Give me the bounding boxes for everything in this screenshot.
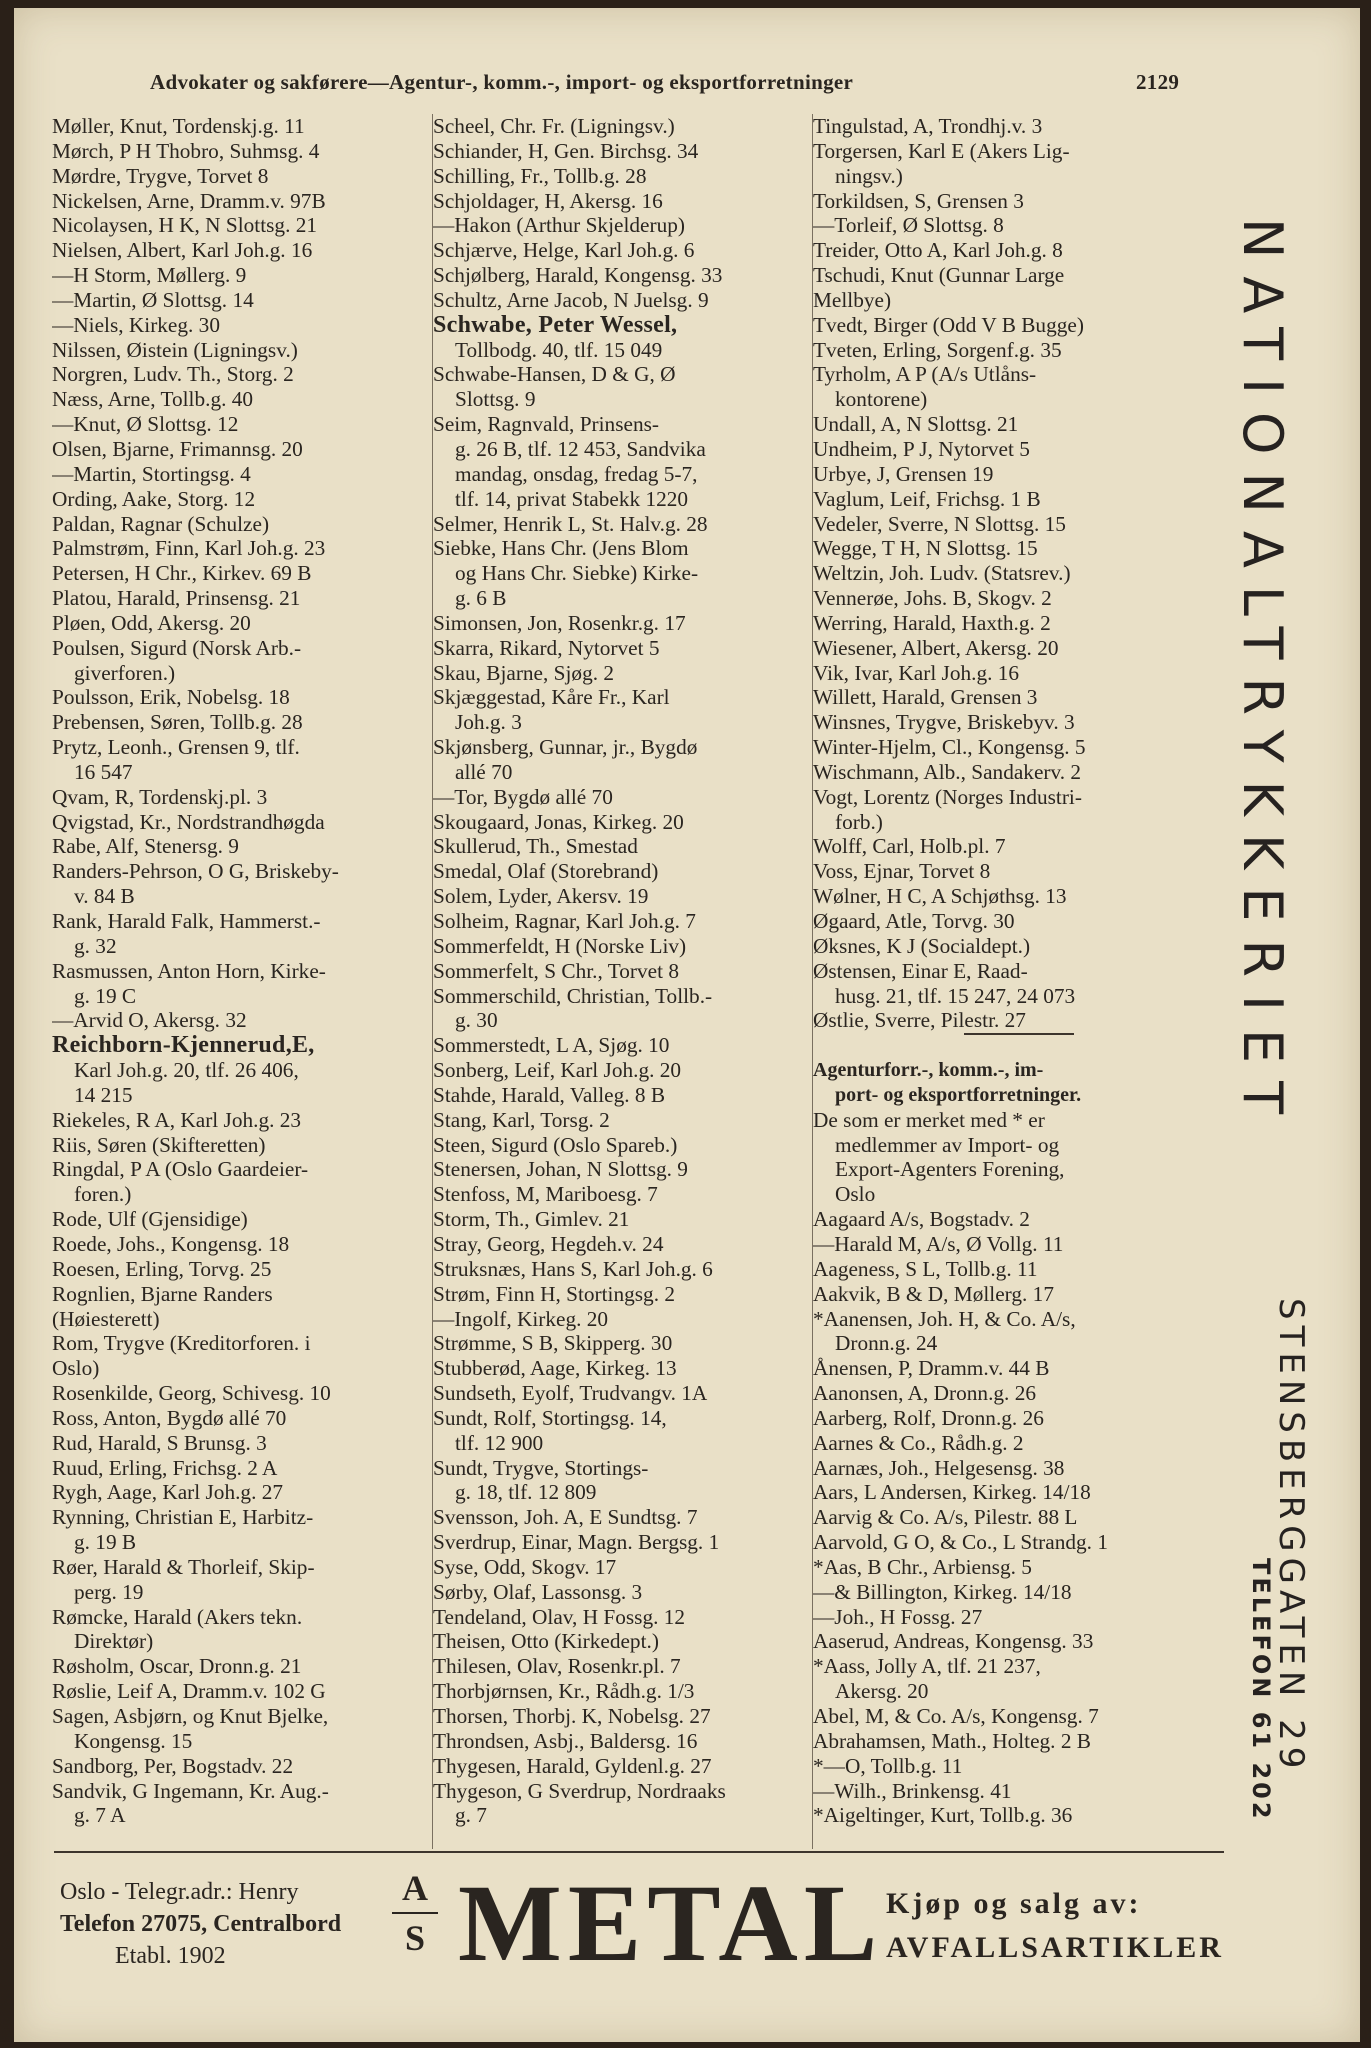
directory-entry: Tingulstad, A, Trondhj.v. 3 — [813, 114, 1043, 138]
directory-entry: kontorene) — [835, 387, 928, 412]
directory-entry: Stubberød, Aage, Kirkeg. 13 — [433, 1356, 677, 1381]
directory-entry: Poulsson, Erik, Nobelsg. 18 — [52, 685, 290, 710]
directory-entry: Norgren, Ludv. Th., Storg. 2 — [52, 362, 294, 387]
directory-entry: Schjoldager, H, Akersg. 16 — [433, 188, 663, 213]
directory-entry: Thilesen, Olav, Rosenkr.pl. 7 — [433, 1654, 681, 1679]
directory-entry: g. 7 A — [74, 1803, 126, 1828]
directory-column-3 — [813, 114, 1209, 1828]
advert-metal: METAL — [458, 1862, 884, 1984]
directory-entry: —H Storm, Møllerg. 9 — [52, 263, 247, 288]
directory-entry: Stray, Georg, Hegdeh.v. 24 — [433, 1231, 664, 1256]
directory-entry: Treider, Otto A, Karl Joh.g. 8 — [813, 238, 1063, 263]
directory-entry: Torkildsen, S, Grensen 3 — [813, 188, 1024, 213]
directory-entry: Prebensen, Søren, Tollb.g. 28 — [52, 710, 303, 735]
directory-entry: —Tor, Bygdø allé 70 — [433, 784, 613, 809]
directory-entry: Akersg. 20 — [835, 1679, 929, 1704]
directory-entry — [813, 1033, 1209, 1058]
directory-entry: Storm, Th., Gimlev. 21 — [433, 1207, 630, 1232]
directory-entry: Paldan, Ragnar (Schulze) — [52, 511, 270, 536]
directory-entry: Slottsg. 9 — [455, 387, 536, 412]
directory-entry: Aaserud, Andreas, Kongensg. 33 — [813, 1629, 1094, 1654]
advert-buy — [886, 1882, 1224, 1970]
directory-entry: Mørdre, Trygve, Torvet 8 — [52, 163, 269, 188]
directory-entry: Skougaard, Jonas, Kirkeg. 20 — [433, 809, 684, 834]
directory-entry: Aarnæs, Joh., Helgesensg. 38 — [813, 1455, 1065, 1480]
directory-entry: g. 26 B, tlf. 12 453, Sandvika — [455, 436, 706, 461]
directory-entry: Willett, Harald, Grensen 3 — [813, 685, 1038, 710]
directory-entry: Schwabe, Peter Wessel, — [433, 312, 678, 338]
directory-entry: medlemmer av Import- og — [835, 1132, 1060, 1157]
directory-entry: Wolff, Carl, Holb.pl. 7 — [813, 834, 1006, 859]
directory-entry: Skjønsberg, Gunnar, jr., Bygdø — [433, 735, 698, 760]
directory-entry: Stenersen, Johan, N Slottsg. 9 — [433, 1157, 688, 1182]
directory-entry: Schiander, H, Gen. Birchsg. 34 — [433, 138, 699, 163]
directory-entry: husg. 21, tlf. 15 247, 24 073 — [835, 983, 1076, 1008]
page-number: 2129 — [1136, 70, 1180, 94]
directory-entry: Nicolaysen, H K, N Slottsg. 21 — [52, 213, 318, 238]
directory-entry: Rømcke, Harald (Akers tekn. — [52, 1604, 303, 1629]
directory-entry: Aarvig & Co. A/s, Pilestr. 88 L — [813, 1505, 1078, 1530]
directory-entry: Weltzin, Joh. Ludv. (Statsrev.) — [813, 561, 1071, 586]
directory-entry: (Høiesterett) — [52, 1306, 160, 1331]
directory-entry: Roesen, Erling, Torvg. 25 — [52, 1256, 272, 1281]
directory-entry: Seim, Ragnvald, Prinsens- — [433, 412, 659, 437]
advert-contact — [60, 1876, 341, 1972]
directory-entry: Thorsen, Thorbj. K, Nobelsg. 27 — [433, 1704, 711, 1728]
directory-entry: *Aass, Jolly A, tlf. 21 237, — [813, 1654, 1041, 1679]
directory-entry: Tollbodg. 40, tlf. 15 049 — [455, 337, 663, 362]
directory-entry: Syse, Odd, Skogv. 17 — [433, 1554, 617, 1579]
directory-entry: Aageness, S L, Tollb.g. 11 — [813, 1256, 1038, 1281]
directory-entry: ningsv.) — [835, 163, 903, 188]
directory-entry: Skarra, Rikard, Nytorvet 5 — [433, 635, 660, 660]
directory-entry: tlf. 14, privat Stabekk 1220 — [455, 486, 689, 511]
directory-entry: Ording, Aake, Storg. 12 — [52, 486, 256, 511]
directory-entry: Undheim, P J, Nytorvet 5 — [813, 436, 1030, 461]
directory-entry: *Aanensen, Joh. H, & Co. A/s, — [813, 1306, 1076, 1331]
directory-entry: Rasmussen, Anton Horn, Kirke- — [52, 958, 326, 983]
directory-entry: Aarberg, Rolf, Dronn.g. 26 — [813, 1405, 1044, 1430]
directory-entry: Undall, A, N Slottsg. 21 — [813, 412, 1019, 437]
directory-entry: Wiesener, Albert, Akersg. 20 — [813, 635, 1059, 660]
directory-entry: Oslo) — [52, 1356, 100, 1381]
directory-entry: Urbye, J, Grensen 19 — [813, 461, 994, 486]
directory-entry: Aakvik, B & D, Møllerg. 17 — [813, 1281, 1054, 1306]
directory-entry: Sagen, Asbjørn, og Knut Bjelke, — [52, 1704, 329, 1728]
as-logo-rule — [392, 1912, 438, 1914]
directory-entry: Schjølberg, Harald, Kongensg. 33 — [433, 263, 723, 288]
directory-entry: Sørby, Olaf, Lassonsg. 3 — [433, 1579, 643, 1604]
directory-entry: Pløen, Odd, Akersg. 20 — [52, 610, 251, 635]
directory-entry: —Arvid O, Akersg. 32 — [52, 1008, 247, 1033]
directory-entry: 16 547 — [74, 759, 133, 784]
directory-entry: giverforen.) — [74, 660, 176, 685]
directory-column-2 — [433, 114, 823, 1828]
directory-entry: Rode, Ulf (Gjensidige) — [52, 1207, 248, 1232]
directory-entry: Selmer, Henrik L, St. Halv.g. 28 — [433, 511, 708, 536]
directory-entry: Vaglum, Leif, Frichsg. 1 B — [813, 486, 1041, 511]
printer-phone: TELEFON 61 202 — [1247, 1558, 1275, 1822]
directory-entry: perg. 19 — [74, 1579, 144, 1604]
as-logo-bottom: S — [404, 1918, 426, 1958]
directory-entry: Aanonsen, A, Dronn.g. 26 — [813, 1381, 1037, 1406]
directory-entry: —Niels, Kirkeg. 30 — [52, 312, 220, 337]
directory-entry: Karl Joh.g. 20, tlf. 26 406, — [74, 1058, 299, 1083]
directory-entry: Rognlien, Bjarne Randers — [52, 1281, 273, 1306]
directory-entry: g. 32 — [74, 933, 117, 958]
directory-entry: —Harald M, A/s, Ø Vollg. 11 — [813, 1231, 1064, 1256]
directory-entry: 14 215 — [74, 1082, 133, 1107]
directory-entry: Rud, Harald, S Brunsg. 3 — [52, 1430, 267, 1455]
directory-entry: Abel, M, & Co. A/s, Kongensg. 7 — [813, 1704, 1099, 1728]
directory-entry: port- og eksportforretninger. — [835, 1083, 1082, 1106]
directory-entry: Schilling, Fr., Tollb.g. 28 — [433, 163, 647, 188]
directory-entry: Aarvold, G O, & Co., L Strandg. 1 — [813, 1530, 1108, 1555]
directory-entry: Theisen, Otto (Kirkedept.) — [433, 1629, 659, 1654]
directory-entry: Møller, Knut, Tordenskj.g. 11 — [52, 114, 305, 138]
directory-entry: Røer, Harald & Thorleif, Skip- — [52, 1554, 315, 1579]
directory-entry: Export-Agenters Forening, — [835, 1157, 1065, 1182]
directory-entry: Aars, L Andersen, Kirkeg. 14/18 — [813, 1480, 1091, 1505]
directory-entry: Qvigstad, Kr., Nordstrandhøgda — [52, 809, 325, 834]
directory-entry: Schwabe-Hansen, D & G, Ø — [433, 362, 676, 387]
directory-entry: —Torleif, Ø Slottsg. 8 — [813, 213, 1004, 238]
printer-sidebar — [1229, 218, 1309, 1838]
directory-entry: Sonberg, Leif, Karl Joh.g. 20 — [433, 1058, 682, 1083]
directory-entry: Østlie, Sverre, Pilestr. 27 — [813, 1008, 1026, 1033]
directory-entry: Stenfoss, M, Mariboesg. 7 — [433, 1182, 658, 1207]
directory-entry: g. 19 B — [74, 1530, 137, 1555]
directory-entry: Petersen, H Chr., Kirkev. 69 B — [52, 561, 312, 586]
directory-entry: Sandborg, Per, Bogstadv. 22 — [52, 1753, 294, 1778]
directory-entry: Ånensen, P, Dramm.v. 44 B — [813, 1356, 1050, 1381]
printer-street: STENSBERGGATEN 29 — [1271, 1298, 1311, 1775]
directory-entry: Werring, Harald, Haxth.g. 2 — [813, 610, 1051, 635]
footer-divider — [54, 1851, 1224, 1853]
directory-entry: Wischmann, Alb., Sandakerv. 2 — [813, 759, 1082, 784]
directory-entry: Rygh, Aage, Karl Joh.g. 27 — [52, 1480, 284, 1505]
directory-entry: Strømme, S B, Skipperg. 30 — [433, 1331, 673, 1356]
header-title: Advokater og sakførere—Agentur-, komm.-, import- og eksportforretninger — [150, 70, 854, 94]
directory-entry: Østensen, Einar E, Raad- — [813, 958, 1028, 983]
directory-entry: Abrahamsen, Math., Holteg. 2 B — [813, 1728, 1091, 1753]
directory-entry: De som er merket med * er — [813, 1107, 1045, 1132]
directory-column-1 — [52, 114, 438, 1828]
directory-entry: Wølner, H C, A Schjøthsg. 13 — [813, 884, 1067, 909]
directory-entry: Sundt, Trygve, Stortings- — [433, 1455, 649, 1480]
advert-buy-line-1: Kjøp og salg av: — [886, 1887, 1142, 1920]
directory-entry: —Knut, Ø Slottsg. 12 — [52, 412, 239, 437]
directory-entry: Ross, Anton, Bygdø allé 70 — [52, 1405, 287, 1430]
directory-entry: Tyrholm, A P (A/s Utlåns- — [813, 362, 1037, 387]
directory-entry: Kongensg. 15 — [74, 1728, 193, 1753]
directory-entry: Prytz, Leonh., Grensen 9, tlf. — [52, 735, 300, 760]
directory-entry: Reichborn-Kjennerud,E, — [52, 1033, 315, 1059]
advert-line-3: Etabl. 1902 — [115, 1943, 226, 1969]
directory-entry: *Aigeltinger, Kurt, Tollb.g. 36 — [813, 1803, 1073, 1828]
directory-entry: Thygesen, Harald, Gyldenl.g. 27 — [433, 1753, 712, 1778]
directory-entry: Sundt, Rolf, Stortingsg. 14, — [433, 1405, 667, 1430]
directory-entry: g. 6 B — [455, 586, 507, 611]
directory-entry: Sverdrup, Einar, Magn. Bergsg. 1 — [433, 1530, 720, 1555]
directory-entry: Nielsen, Albert, Karl Joh.g. 16 — [52, 238, 313, 263]
directory-entry: Rank, Harald Falk, Hammerst.- — [52, 909, 321, 933]
directory-entry: Riis, Søren (Skifteretten) — [52, 1132, 266, 1157]
printer-name: NATIONALTRYKKERIET — [1231, 218, 1294, 1133]
directory-entry: Tschudi, Knut (Gunnar Large — [813, 263, 1065, 288]
as-logo-top: A — [402, 1868, 428, 1908]
directory-entry: Sundseth, Eyolf, Trudvangv. 1A — [433, 1381, 708, 1406]
directory-entry: Nilssen, Øistein (Ligningsv.) — [52, 337, 298, 362]
directory-entry: *—O, Tollb.g. 11 — [813, 1753, 963, 1778]
directory-entry: Thorbjørnsen, Kr., Rådh.g. 1/3 — [433, 1679, 695, 1704]
directory-entry: —Martin, Stortingsg. 4 — [52, 461, 251, 486]
directory-entry: Vennerøe, Johs. B, Skogv. 2 — [813, 586, 1052, 611]
directory-entry: og Hans Chr. Siebke) Kirke- — [455, 561, 699, 586]
directory-entry: Rosenkilde, Georg, Schivesg. 10 — [52, 1381, 331, 1406]
directory-entry: Tendeland, Olav, H Fossg. 12 — [433, 1604, 686, 1629]
directory-entry: Randers-Pehrson, O G, Briskeby- — [52, 859, 339, 884]
directory-entry: g. 30 — [455, 1008, 498, 1033]
directory-entry: Mellbye) — [813, 287, 892, 312]
directory-entry: Vik, Ivar, Karl Joh.g. 16 — [813, 660, 1020, 685]
directory-page — [14, 8, 1360, 2042]
directory-entry: Aagaard A/s, Bogstadv. 2 — [813, 1207, 1030, 1232]
directory-entry: g. 18, tlf. 12 809 — [455, 1480, 597, 1505]
directory-entry: —& Billington, Kirkeg. 14/18 — [813, 1579, 1072, 1604]
directory-entry: Mørch, P H Thobro, Suhmsg. 4 — [52, 138, 320, 163]
as-logo — [392, 1868, 438, 1958]
directory-entry: Øksnes, K J (Socialdept.) — [813, 933, 1031, 958]
directory-entry: Thygeson, G Sverdrup, Nordraaks — [433, 1778, 726, 1803]
directory-entry: Schjærve, Helge, Karl Joh.g. 6 — [433, 238, 695, 263]
directory-entry: allé 70 — [455, 759, 513, 784]
directory-entry: Platou, Harald, Prinsensg. 21 — [52, 586, 301, 611]
directory-entry: Røsholm, Oscar, Dronn.g. 21 — [52, 1654, 302, 1679]
directory-entry: Riekeles, R A, Karl Joh.g. 23 — [52, 1107, 302, 1132]
directory-entry: —Joh., H Fossg. 27 — [813, 1604, 983, 1629]
directory-entry: Direktør) — [74, 1629, 154, 1654]
directory-entry: Skjæggestad, Kåre Fr., Karl — [433, 685, 670, 710]
directory-entry: —Hakon (Arthur Skjelderup) — [433, 213, 685, 238]
directory-entry: Olsen, Bjarne, Frimannsg. 20 — [52, 436, 303, 461]
directory-entry: Schultz, Arne Jacob, N Juelsg. 9 — [433, 287, 709, 312]
directory-entry: Vogt, Lorentz (Norges Industri- — [813, 784, 1082, 809]
directory-entry: Wegge, T H, N Slottsg. 15 — [813, 536, 1038, 561]
directory-entry: Rynning, Christian E, Harbitz- — [52, 1505, 314, 1530]
advert-line-2: Telefon 27075, Centralbord — [60, 1911, 342, 1937]
directory-entry: —Wilh., Brinkensg. 41 — [813, 1778, 1012, 1803]
directory-entry: Sandvik, G Ingemann, Kr. Aug.- — [52, 1778, 329, 1803]
directory-entry: g. 7 — [455, 1803, 487, 1828]
directory-entry: —Martin, Ø Slottsg. 14 — [52, 287, 254, 312]
directory-entry: Agenturforr.-, komm.-, im- — [813, 1059, 1044, 1082]
directory-entry: Sommerfeldt, H (Norske Liv) — [433, 933, 687, 958]
directory-entry: Siebke, Hans Chr. (Jens Blom — [433, 536, 689, 561]
directory-entry: Ruud, Erling, Frichsg. 2 A — [52, 1455, 278, 1480]
advert-line-1: Oslo - Telegr.adr.: Henry — [60, 1879, 299, 1905]
directory-entry: Rabe, Alf, Stenersg. 9 — [52, 834, 239, 859]
directory-entry: Steen, Sigurd (Oslo Spareb.) — [433, 1132, 678, 1157]
directory-entry: Svensson, Joh. A, E Sundtsg. 7 — [433, 1505, 698, 1530]
directory-entry: Roede, Johs., Kongensg. 18 — [52, 1231, 290, 1256]
directory-entry: Røslie, Leif A, Dramm.v. 102 G — [52, 1679, 326, 1704]
directory-entry: v. 84 B — [74, 884, 135, 909]
directory-entry: Smedal, Olaf (Storebrand) — [433, 859, 659, 884]
directory-entry: Palmstrøm, Finn, Karl Joh.g. 23 — [52, 536, 326, 561]
directory-entry: Tveten, Erling, Sorgenf.g. 35 — [813, 337, 1062, 362]
directory-entry: Solheim, Ragnar, Karl Joh.g. 7 — [433, 909, 696, 933]
directory-entry: Skullerud, Th., Smestad — [433, 834, 638, 859]
directory-entry: Øgaard, Atle, Torvg. 30 — [813, 909, 1015, 933]
directory-entry: Stahde, Harald, Valleg. 8 B — [433, 1082, 666, 1107]
directory-entry: mandag, onsdag, fredag 5-7, — [455, 461, 698, 486]
directory-entry: Qvam, R, Tordenskj.pl. 3 — [52, 784, 268, 809]
directory-entry: Aarnes & Co., Rådh.g. 2 — [813, 1430, 1024, 1455]
directory-entry: forb.) — [835, 809, 883, 834]
advert-buy-line-2: AVFALLSARTIKLER — [886, 1931, 1224, 1964]
directory-entry: Næss, Arne, Tollb.g. 40 — [52, 387, 254, 412]
directory-entry: tlf. 12 900 — [455, 1430, 544, 1455]
directory-entry: Strøm, Finn H, Stortingsg. 2 — [433, 1281, 675, 1306]
directory-entry: Nickelsen, Arne, Dramm.v. 97B — [52, 188, 326, 213]
directory-entry: Torgersen, Karl E (Akers Lig- — [813, 138, 1070, 163]
directory-entry: Dronn.g. 24 — [835, 1331, 938, 1356]
directory-entry: g. 19 C — [74, 983, 137, 1008]
directory-entry: Sommerfelt, S Chr., Torvet 8 — [433, 958, 679, 983]
directory-entry: Voss, Ejnar, Torvet 8 — [813, 859, 991, 884]
directory-entry: Sommerstedt, L A, Sjøg. 10 — [433, 1033, 670, 1058]
directory-entry: Stang, Karl, Torsg. 2 — [433, 1107, 610, 1132]
section-divider — [964, 1033, 1074, 1035]
directory-entry: Scheel, Chr. Fr. (Ligningsv.) — [433, 114, 675, 138]
directory-entry: Tvedt, Birger (Odd V B Bugge) — [813, 312, 1084, 337]
directory-entry: Vedeler, Sverre, N Slottsg. 15 — [813, 511, 1066, 536]
advertisement — [14, 1860, 1224, 2010]
directory-entry: Solem, Lyder, Akersv. 19 — [433, 884, 649, 909]
directory-entry: Ringdal, P A (Oslo Gaardeier- — [52, 1157, 309, 1182]
directory-entry: Simonsen, Jon, Rosenkr.g. 17 — [433, 610, 686, 635]
directory-entry: Struksnæs, Hans S, Karl Joh.g. 6 — [433, 1256, 713, 1281]
directory-entry: foren.) — [74, 1182, 132, 1207]
directory-entry: —Ingolf, Kirkeg. 20 — [433, 1306, 609, 1331]
directory-entry: Skau, Bjarne, Sjøg. 2 — [433, 660, 615, 685]
directory-entry: Winter-Hjelm, Cl., Kongensg. 5 — [813, 735, 1086, 760]
directory-entry: Oslo — [835, 1182, 876, 1207]
directory-entry: Joh.g. 3 — [455, 710, 522, 735]
directory-entry: *Aas, B Chr., Arbiensg. 5 — [813, 1554, 1032, 1579]
directory-entry: Winsnes, Trygve, Briskebyv. 3 — [813, 710, 1075, 735]
directory-entry: Rom, Trygve (Kreditorforen. i — [52, 1331, 311, 1356]
directory-entry: Sommerschild, Christian, Tollb.- — [433, 983, 713, 1008]
directory-entry: Throndsen, Asbj., Baldersg. 16 — [433, 1728, 698, 1753]
directory-entry: Poulsen, Sigurd (Norsk Arb.- — [52, 635, 302, 660]
